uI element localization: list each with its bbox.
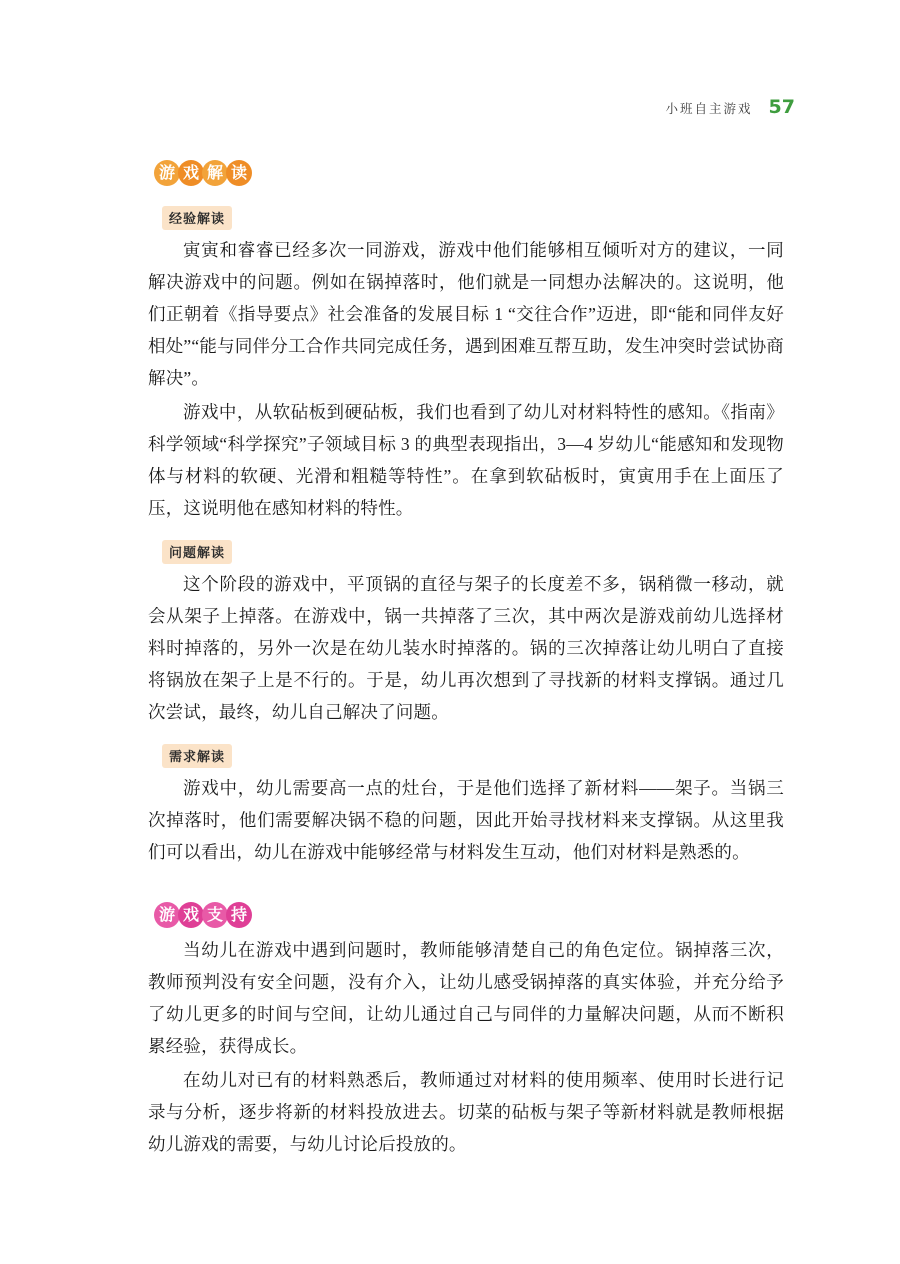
pill-char: 游 bbox=[154, 160, 180, 186]
page-content bbox=[148, 160, 784, 1162]
pill-char: 持 bbox=[226, 902, 252, 928]
subsection-heading: 经验解读 bbox=[162, 206, 232, 230]
section-heading-pill-game-interpretation bbox=[154, 160, 250, 186]
page-number: 57 bbox=[768, 96, 795, 118]
subsection-need-interpretation bbox=[148, 730, 784, 868]
pill-char: 游 bbox=[154, 902, 180, 928]
subsection-experience-interpretation bbox=[148, 192, 784, 524]
pill-char: 解 bbox=[202, 160, 228, 186]
pill-char: 戏 bbox=[178, 160, 204, 186]
subsection-heading: 问题解读 bbox=[162, 540, 232, 564]
paragraph: 游戏中，从软砧板到硬砧板，我们也看到了幼儿对材料特性的感知。《指南》科学领域“科学探究”子领域目标 3 的典型表现指出，3—4 岁幼儿“能感知和发现物体与材料的软硬、光滑和粗糙等特性”。在拿到软砧板时，寅寅用手在上面压了压，这说明他在感知材料的特性。 bbox=[148, 402, 784, 518]
section-game-support bbox=[148, 902, 784, 1160]
paragraph: 游戏中，幼儿需要高一点的灶台，于是他们选择了新材料——架子。当锅三次掉落时，他们需要解决锅不稳的问题，因此开始寻找材料来支撑锅。从这里我们可以看出，幼儿在游戏中能够经常与材料发生互动，他们对材料是熟悉的。 bbox=[148, 778, 784, 862]
pill-char: 读 bbox=[226, 160, 252, 186]
subsection-heading: 需求解读 bbox=[162, 744, 232, 768]
subsection-support-body bbox=[148, 934, 784, 1160]
paragraph: 在幼儿对已有的材料熟悉后，教师通过对材料的使用频率、使用时长进行记录与分析，逐步将新的材料投放进去。切菜的砧板与架子等新材料就是教师根据幼儿游戏的需要，与幼儿讨论后投放的。 bbox=[148, 1070, 784, 1154]
paragraph: 寅寅和睿睿已经多次一同游戏，游戏中他们能够相互倾听对方的建议，一同解决游戏中的问题。例如在锅掉落时，他们就是一同想办法解决的。这说明，他们正朝着《指导要点》社会准备的发展目标 1 “交往合作”迈进，即“能和同伴友好相处”“能与同伴分工合作共同完成任务，遇到困难互帮互助，发生冲突时尝试协商解决”。 bbox=[148, 240, 784, 388]
section-heading-pill-game-support bbox=[154, 902, 250, 928]
paragraph: 这个阶段的游戏中，平顶锅的直径与架子的长度差不多，锅稍微一移动，就会从架子上掉落。在游戏中，锅一共掉落了三次，其中两次是游戏前幼儿选择材料时掉落的，另外一次是在幼儿装水时掉落的。锅的三次掉落让幼儿明白了直接将锅放在架子上是不行的。于是，幼儿再次想到了寻找新的材料支撑锅。通过几次尝试，最终，幼儿自己解决了问题。 bbox=[148, 574, 784, 722]
running-title: 小班自主游戏 bbox=[665, 101, 753, 116]
section-game-interpretation bbox=[148, 160, 784, 868]
page-header bbox=[666, 96, 795, 118]
paragraph: 当幼儿在游戏中遇到问题时，教师能够清楚自己的角色定位。锅掉落三次，教师预判没有安全问题，没有介入，让幼儿感受锅掉落的真实体验，并充分给予了幼儿更多的时间与空间，让幼儿通过自己与同伴的力量解决问题，从而不断积累经验，获得成长。 bbox=[148, 940, 784, 1056]
pill-char: 戏 bbox=[178, 902, 204, 928]
subsection-problem-interpretation bbox=[148, 526, 784, 728]
pill-char: 支 bbox=[202, 902, 228, 928]
